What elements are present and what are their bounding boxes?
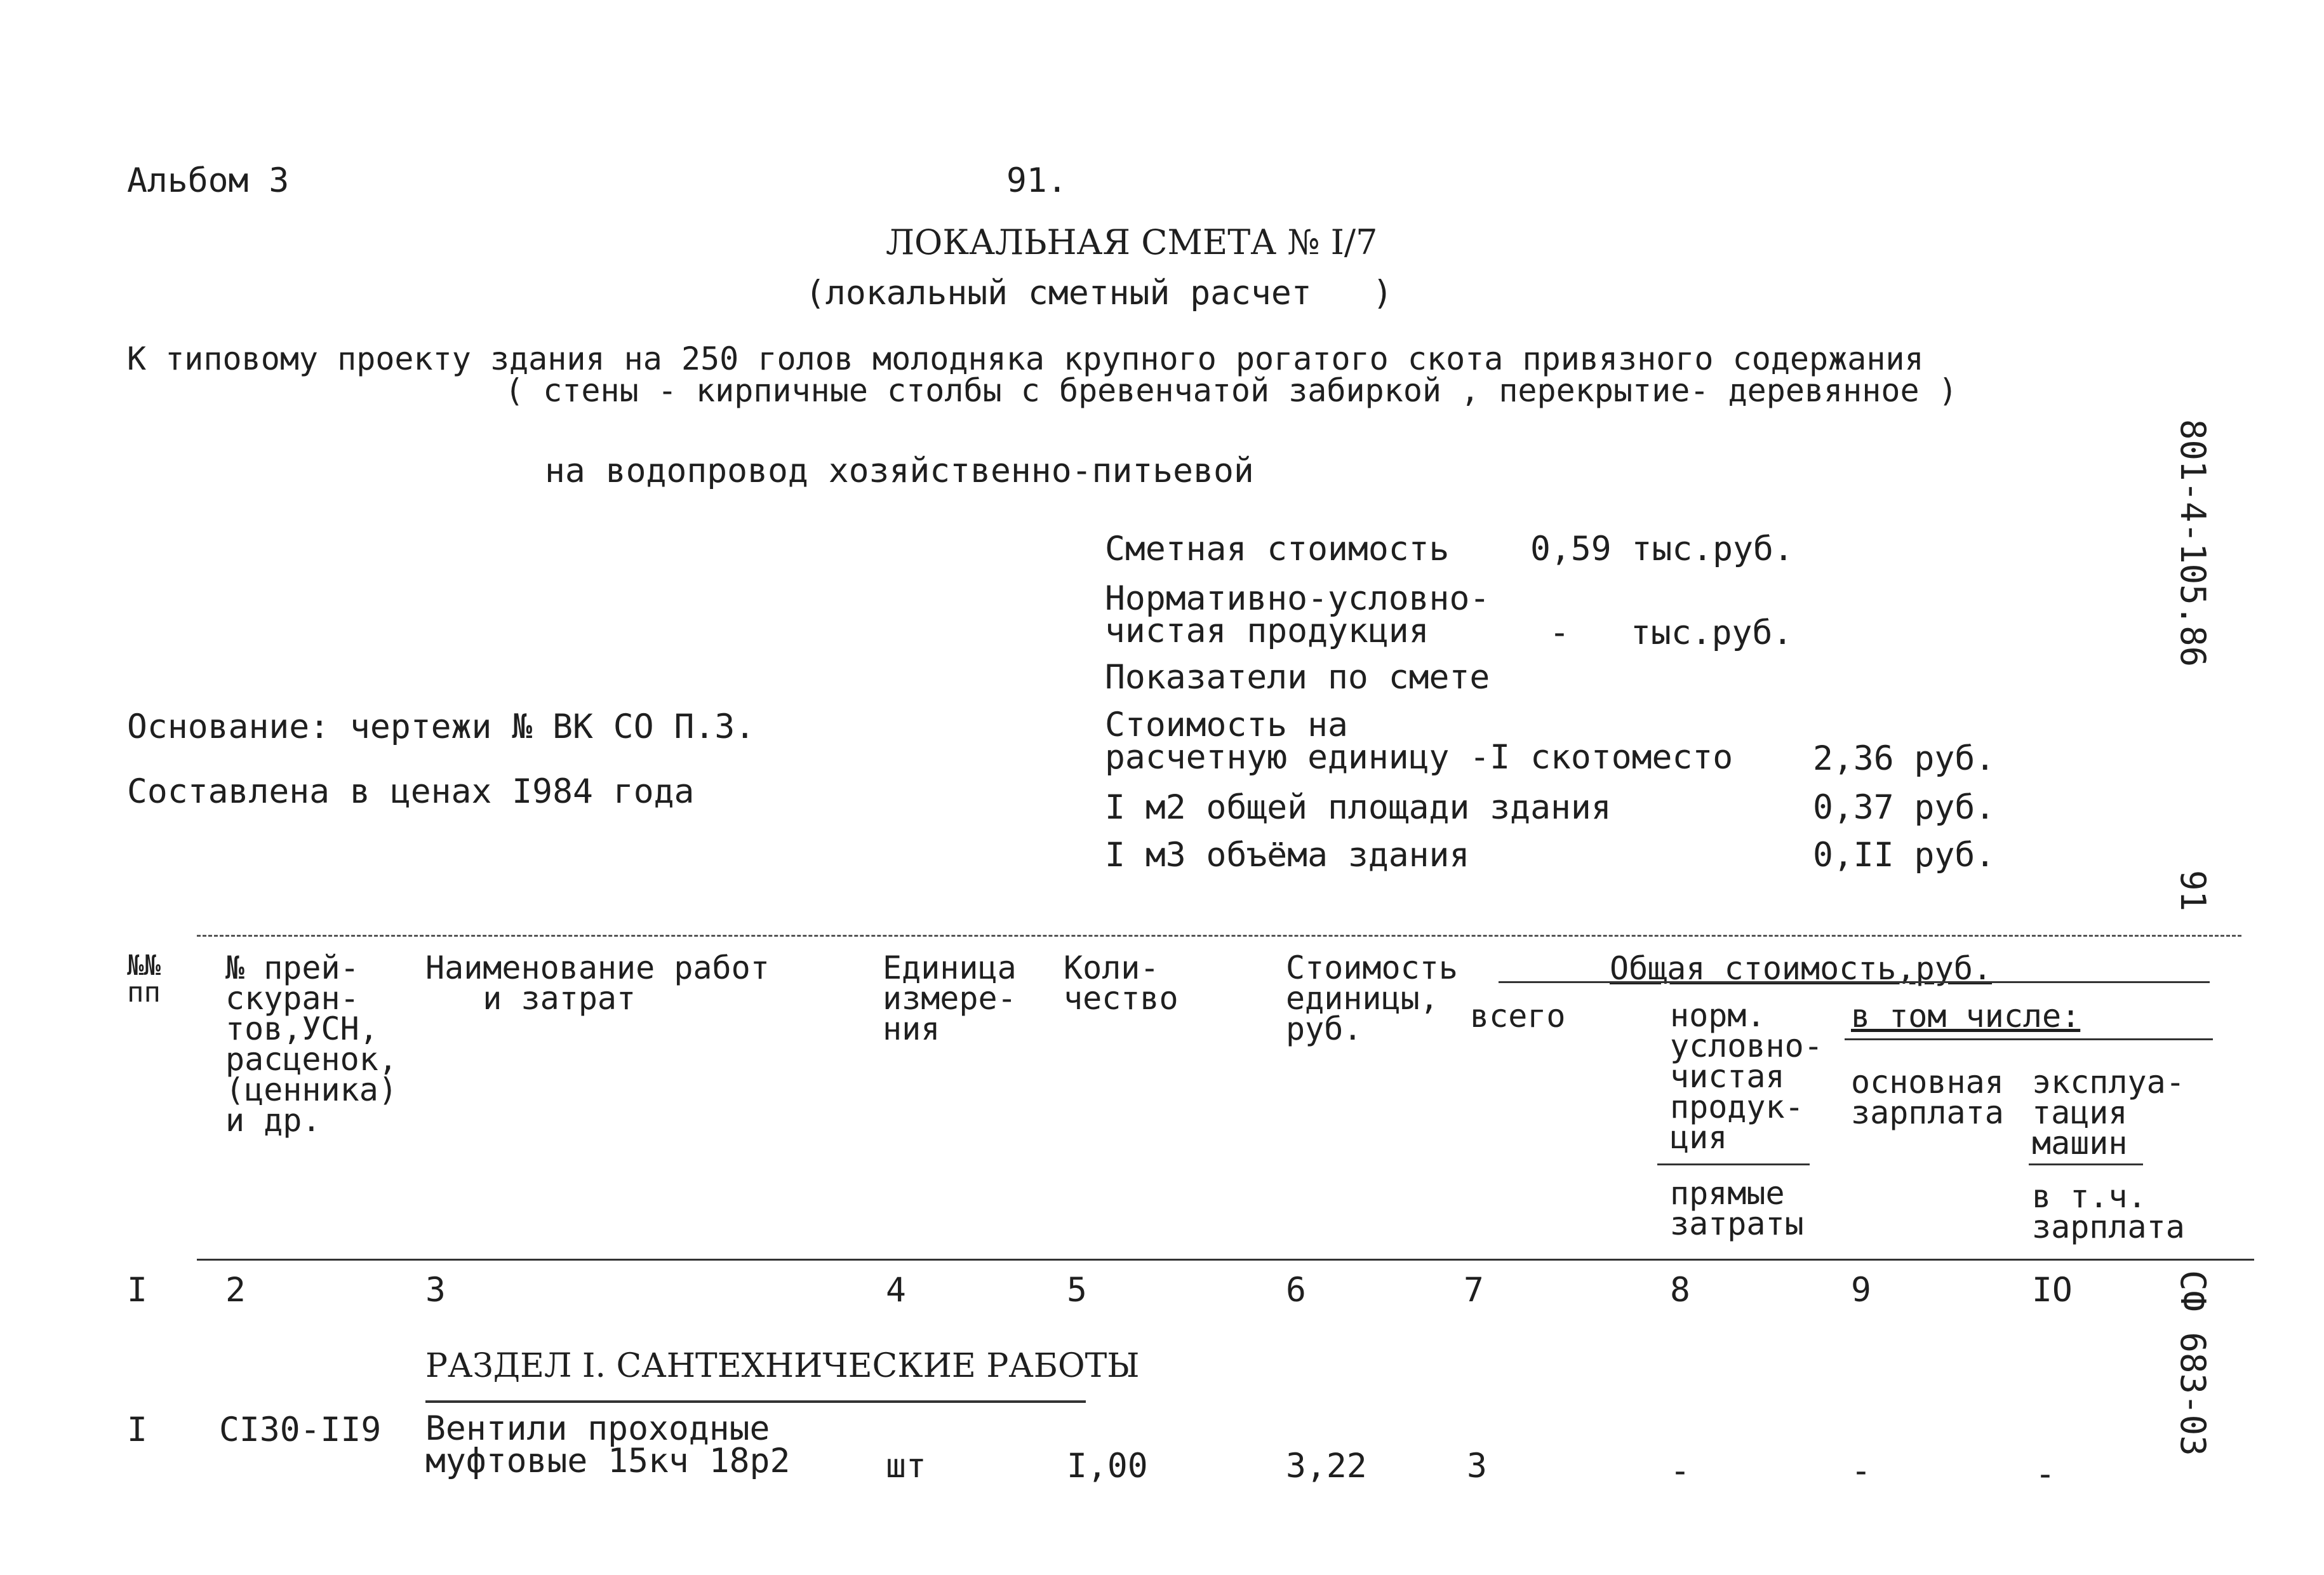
project-line-1: К типовому проекту здания на 250 голов молодняка крупного рогатого скота привязного содержания (127, 340, 1924, 377)
volume-value: 0,II руб. (1813, 836, 1996, 875)
basis-text: Основание: чертежи № ВК СО П.З. (127, 707, 756, 746)
normative-unit: тыс.руб. (1631, 613, 1793, 652)
header-col-price-code: № прей- скуран- тов,УСН, расценок, (ценника) и др. (225, 949, 397, 1139)
row-work-name: Вентили проходные муфтовые 15кч 18р2 (425, 1409, 791, 1480)
album-label: Альбом 3 (127, 161, 290, 200)
header-col-wage: основная зарплата (1851, 1064, 2004, 1131)
indicators-label: Показатели по смете (1105, 658, 1490, 697)
header-col-name: Наименование работ и затрат (425, 949, 770, 1017)
normative-label: Нормативно-условно- чистая продукция (1105, 579, 1490, 650)
col-number-5: 5 (1067, 1271, 1087, 1310)
col-number-1: I (127, 1271, 147, 1310)
section-title-underline (425, 1400, 1086, 1403)
normative-value: - (1549, 613, 1570, 652)
header-col-unit-cost: Стоимость единицы, руб. (1286, 949, 1458, 1047)
incl-rule (1845, 1038, 2213, 1040)
header-incl: в том числе: (1851, 998, 2081, 1035)
header-col-unit: Единица измере- ния (883, 949, 1017, 1047)
volume-label: I м3 объёма здания (1105, 836, 1470, 875)
col-number-8: 8 (1670, 1271, 1690, 1310)
unit-cost-label: Стоимость на расчетную единицу -I скотоместо (1105, 706, 1733, 777)
object-name: на водопровод хозяйственно-питьевой (545, 452, 1254, 490)
document-title: ЛОКАЛЬНАЯ СМЕТА № I/7 (886, 222, 1378, 262)
project-line-2: ( стены - кирпичные столбы с бревенчатой забиркой , перекрытие- деревянное ) (505, 372, 1958, 409)
col-number-7: 7 (1464, 1271, 1484, 1310)
norm-subrule (1657, 1163, 1810, 1165)
header-col-norm: норм. условно- чистая продук- ция (1670, 997, 1823, 1156)
row-norm: - (1670, 1452, 1690, 1491)
col-number-4: 4 (886, 1271, 906, 1310)
header-col-number: №№ пп (127, 949, 161, 1009)
col-number-2: 2 (225, 1271, 246, 1310)
side-mark-code: 801-4-105.86 (2173, 419, 2213, 667)
row-price-code: СI30-II9 (219, 1411, 382, 1449)
area-label: I м2 общей площади здания (1105, 788, 1612, 827)
header-col-direct: прямые затраты (1670, 1175, 1804, 1242)
document-subtitle: (локальный сметный расчет ) (805, 274, 1393, 312)
side-mark-sf: СФ 683-03 (2173, 1270, 2213, 1456)
area-value: 0,37 руб. (1813, 788, 1996, 827)
header-col-quantity: Коли- чество (1064, 949, 1179, 1017)
col-number-3: 3 (425, 1271, 446, 1310)
row-unit: шт (886, 1447, 926, 1485)
row-number: I (127, 1411, 147, 1449)
table-header-bottom-rule (197, 1259, 2254, 1261)
section-title: РАЗДЕЛ I. САНТЕХНИЧЕСКИЕ РАБОТЫ (425, 1347, 1140, 1385)
row-wage: - (1851, 1452, 1871, 1491)
header-col-total: всего (1470, 998, 1566, 1035)
total-cost-rule (1499, 981, 2210, 983)
side-mark-page: 91 (2173, 870, 2213, 912)
header-col-machines-wage: в т.ч. зарплата (2032, 1178, 2185, 1245)
header-total-cost: Общая стоимость,руб. (1610, 950, 1993, 987)
estimated-cost-value: 0,59 тыс.руб. (1530, 530, 1794, 568)
col-number-6: 6 (1286, 1271, 1306, 1310)
row-unit-cost: 3,22 (1286, 1447, 1367, 1485)
row-machines: - (2035, 1455, 2055, 1494)
row-total: 3 (1467, 1447, 1487, 1485)
table-top-rule (197, 935, 2241, 937)
header-col-machines: эксплуа- тация машин (2032, 1064, 2185, 1162)
machines-subrule (2029, 1163, 2143, 1165)
unit-cost-value: 2,36 руб. (1813, 739, 1996, 778)
prices-text: Составлена в ценах I984 года (127, 772, 695, 811)
row-quantity: I,00 (1067, 1447, 1148, 1485)
page-number: 91. (1006, 161, 1067, 200)
col-number-9: 9 (1851, 1271, 1871, 1310)
col-number-10: IO (2032, 1271, 2073, 1310)
estimated-cost-label: Сметная стоимость (1105, 530, 1450, 568)
